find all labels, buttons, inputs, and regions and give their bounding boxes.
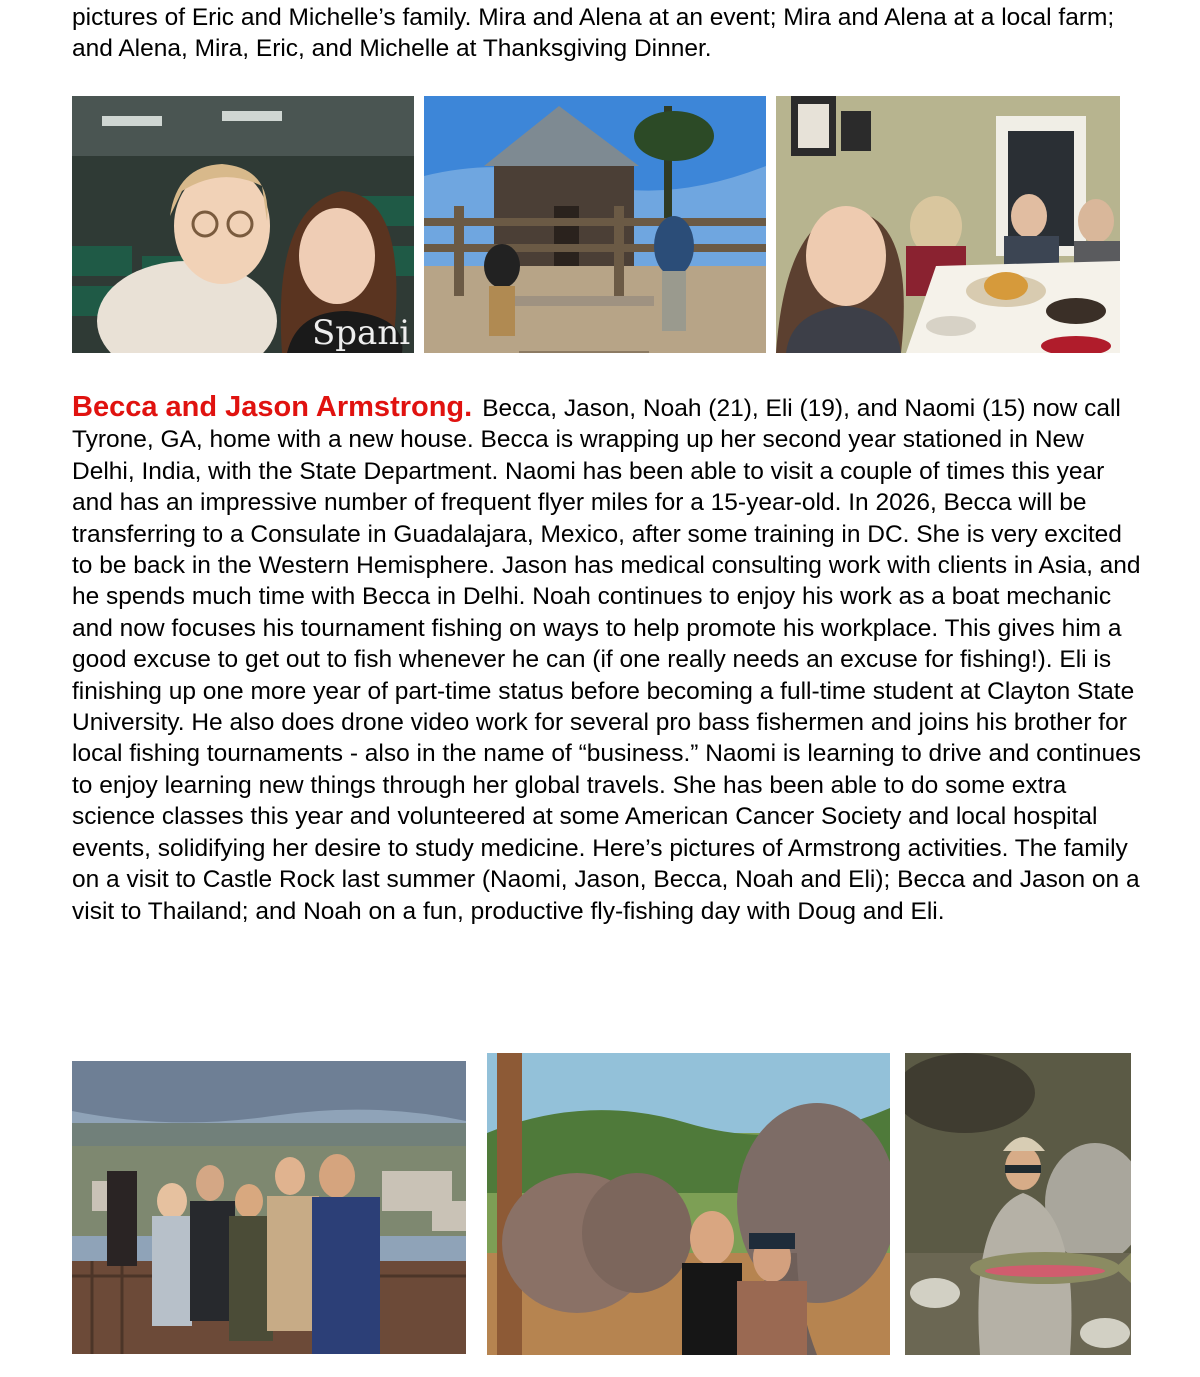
photo-castle-rock-family xyxy=(72,1061,466,1354)
section-body: Becca, Jason, Noah (21), Eli (19), and Naomi (15) now call Tyrone, GA, home with a new house. Becca is wrapping up her second year stationed in New Delhi, India, with the State Department. Naomi has been able to visit a couple of times this year and has an impressive number of frequent flyer miles for a 15-year-old. In 2026, Becca will be transferring to a Consulate in Guadalajara, Mexico, after some training in DC. She is very excited to be back in the Western Hemisphere. Jason has medical consulting work with clients in Asia, and he spends much time with Becca in Delhi. Noah continues to enjoy his work as a boat mechanic and now focuses his tournament fishing on ways to help promote his workplace. This gives him a good excuse to get out to fish whenever he can (if one really needs an excuse for fishing!). Eli is finishing up one more year of part-time status before becoming a full-time student at Clayton State University. He also does drone video work for several pro bass fishermen and joins his brother for local fishing tournaments - also in the name of “business.” Naomi is learning to drive and continues to enjoy learning new things through her global travels. She has been able to do some extra science classes this year and volunteered at some American Cancer Society and local hospital events, solidifying her desire to study medicine. Here’s pictures of Armstrong activities. The family on a visit to Castle Rock last summer (Naomi, Jason, Becca, Noah and Eli); Becca and Jason on a visit to Thailand; and Noah on a fun, productive fly-fishing day with Doug and Eli. xyxy=(72,395,1142,925)
photo-fly-fishing-trout xyxy=(905,1053,1131,1355)
armstrong-section xyxy=(72,392,1142,927)
photo-farm-barn xyxy=(424,96,766,353)
section-heading: Becca and Jason Armstrong. xyxy=(72,391,473,423)
photo-thanksgiving-dinner xyxy=(776,96,1120,353)
photo-stadium-selfie xyxy=(72,96,414,353)
photo-thailand-elephants xyxy=(487,1053,890,1355)
svg-text:Spani: Spani xyxy=(312,313,411,353)
intro-paragraph: pictures of Eric and Michelle’s family. Mira and Alena at an event; Mira and Alena at a local farm; and Alena, Mira, Eric, and Michelle at Thanksgiving Dinner. xyxy=(72,4,1115,62)
